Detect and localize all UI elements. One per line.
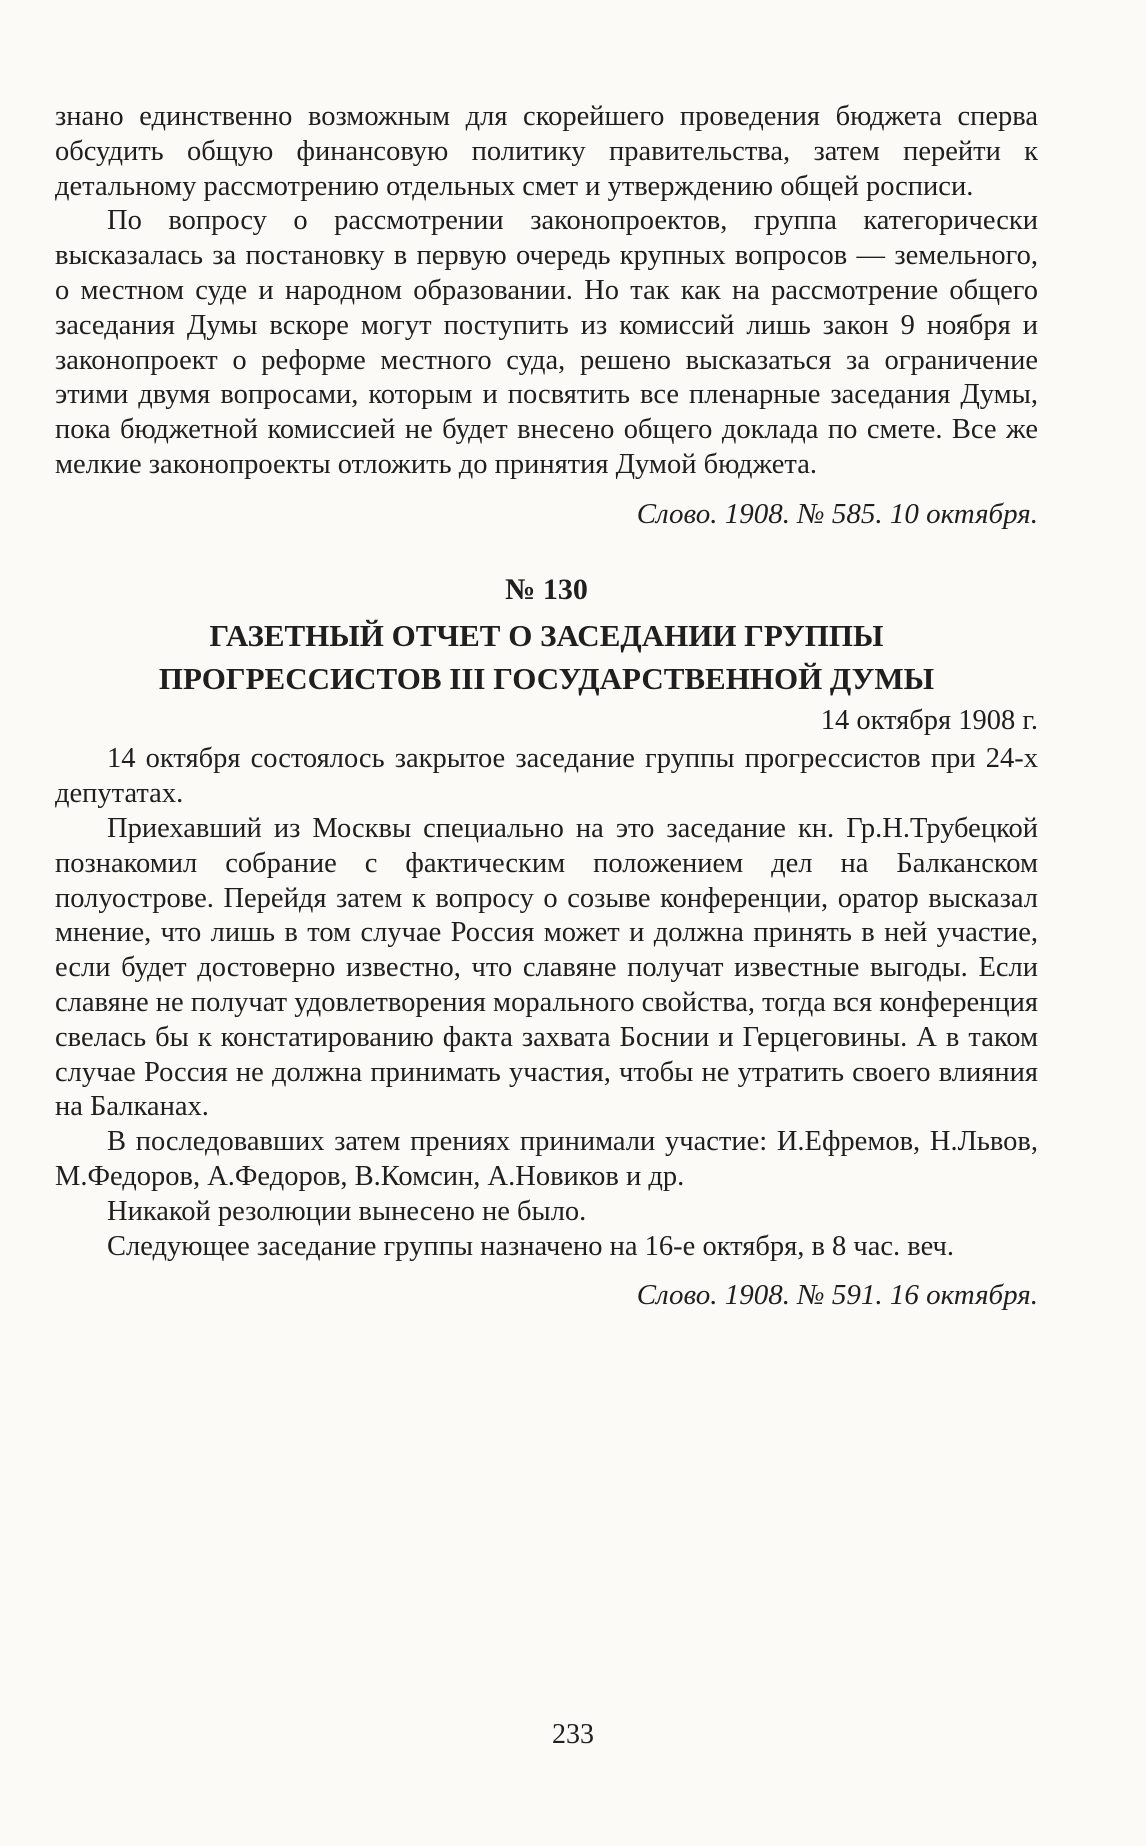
paragraph: Приехавший из Москвы специально на это заседание кн. Гр.Н.Трубецкой познакомил собрание с фактическим положением дел на Балканском полуострове. Перейдя затем к вопросу о созыве конференции, оратор высказал мнение, что лишь в том случае Россия может и должна принять в ней участие, если будет достоверно известно, что славяне получат известные выгоды. Если славяне не получат удовлетворения морального свойства, тогда вся конференция свелась бы к констатированию факта захвата Боснии и Герцеговины. А в таком случае Россия не должна принимать участия, чтобы не утратить своего влияния на Балканах. bbox=[55, 812, 1038, 1123]
previous-document-fragment bbox=[55, 100, 1038, 532]
document-title-line-1: ГАЗЕТНЫЙ ОТЧЕТ О ЗАСЕДАНИИ ГРУППЫ bbox=[209, 617, 884, 653]
paragraph-continuation: знано единственно возможным для скорейшего проведения бюджета сперва обсудить общую финансовую политику правительства, затем перейти к детальному рассмотрению отдельных смет и утверждению общей росписи. bbox=[55, 101, 1038, 202]
document-130 bbox=[55, 572, 1038, 1314]
document-title bbox=[55, 614, 1038, 700]
paragraph: По вопросу о рассмотрении законопроектов, группа категорически высказалась за постановку в первую очередь крупных вопросов — земельного, о местном суде и народном образовании. Но так как на рассмотрение общего заседания Думы вскоре могут поступить из комиссий лишь закон 9 ноября и законопроект о реформе местного суда, решено высказаться за ограничение этими двумя вопросами, которым и посвятить все пленарные заседания Думы, пока бюджетной комиссией не будет внесено общего доклада по смете. Все же мелкие законопроекты отложить до принятия Думой бюджета. bbox=[55, 205, 1038, 480]
document-number: № 130 bbox=[505, 572, 588, 606]
document-date: 14 октября 1908 г. bbox=[820, 704, 1038, 736]
source-citation: Слово. 1908. № 585. 10 октября. bbox=[636, 497, 1038, 530]
paragraph: В последовавших затем прениях принимали участие: И.Ефремов, Н.Львов, М.Федоров, А.Федоров, В.Комсин, А.Новиков и др. bbox=[55, 1126, 1038, 1192]
paragraph: Следующее заседание группы назначено на 16-е октября, в 8 час. веч. bbox=[107, 1230, 954, 1262]
document-title-line-2: ПРОГРЕССИСТОВ III ГОСУДАРСТВЕННОЙ ДУМЫ bbox=[158, 660, 935, 696]
paragraph: Никакой резолюции вынесено не было. bbox=[107, 1195, 587, 1227]
paragraph: 14 октября состоялось закрытое заседание группы прогрессистов при 24-х депутатах. bbox=[55, 743, 1038, 810]
source-citation: Слово. 1908. № 591. 16 октября. bbox=[636, 1279, 1038, 1312]
page-number: 233 bbox=[552, 1719, 594, 1750]
